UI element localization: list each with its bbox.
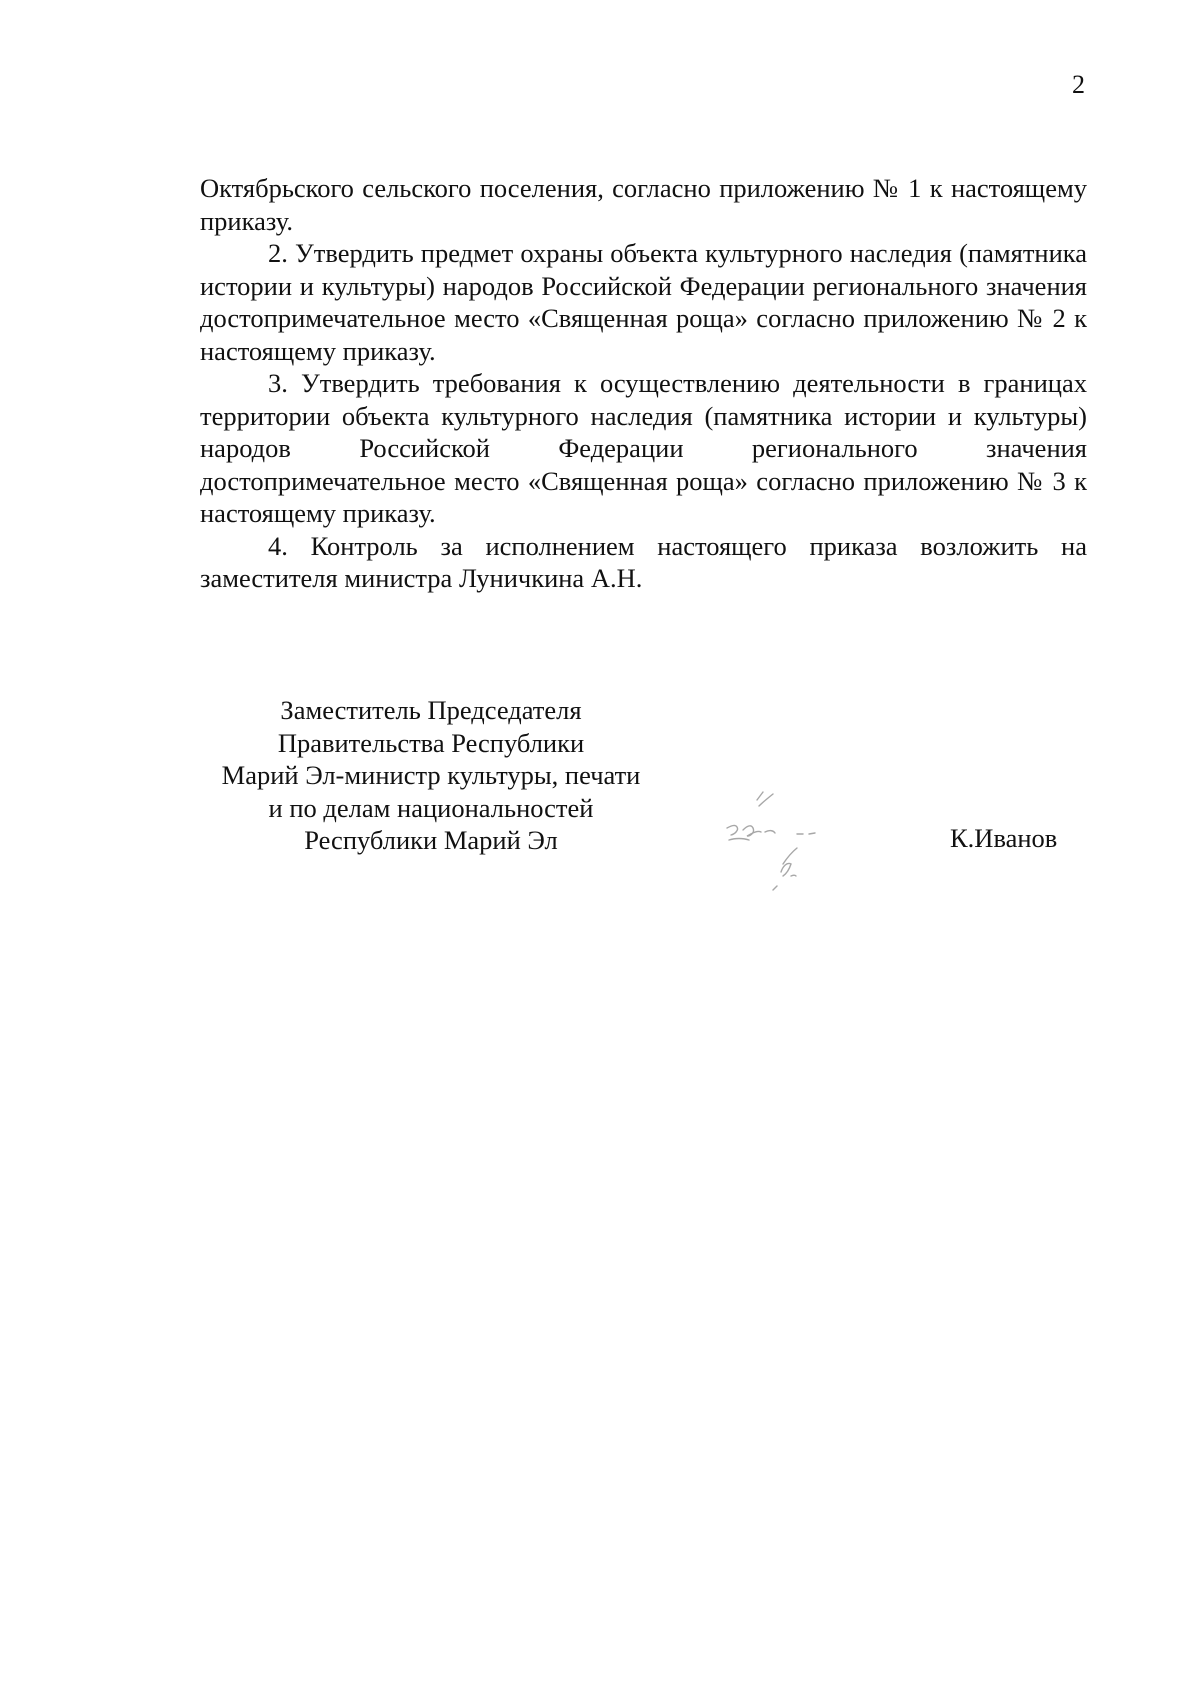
signatory-title-line: Заместитель Председателя: [280, 695, 582, 725]
signatory-title-line: и по делам национальностей: [268, 792, 594, 823]
paragraph-item-3: 3. Утвердить требования к осуществлению деятельности в границах территории объекта культурного наследия (памятника истории и культуры) народов Российской Федерации регионального значения достопримечательное место «Священная роща» согласно приложению № 3 к настоящему приказу.: [200, 368, 1087, 528]
signatory-title-line: Республики Марий Эл: [304, 825, 558, 855]
paragraph-item-2: 2. Утвердить предмет охраны объекта культурного наследия (памятника истории и культуры) народов Российской Федерации регионального значения достопримечательное место «Священная роща» согласно приложению № 2 к настоящему приказу.: [200, 238, 1087, 366]
signatory-title-line: Правительства Республики: [277, 727, 585, 758]
signer-name: К.Иванов: [950, 823, 1058, 853]
signatory-title: [200, 694, 662, 857]
paragraph-continuation: Октябрьского сельского поселения, согласно приложению № 1 к настоящему приказу.: [200, 173, 1087, 236]
paragraph-item-4: 4. Контроль за исполнением настоящего приказа возложить на заместителя министра Луничкина А.Н.: [200, 530, 1087, 593]
signatory-title-line: Марий Эл-министр культуры, печати: [221, 760, 641, 790]
handwritten-signature-icon: [665, 780, 865, 930]
page-number: 2: [1072, 70, 1085, 99]
document-body: [200, 172, 1087, 595]
